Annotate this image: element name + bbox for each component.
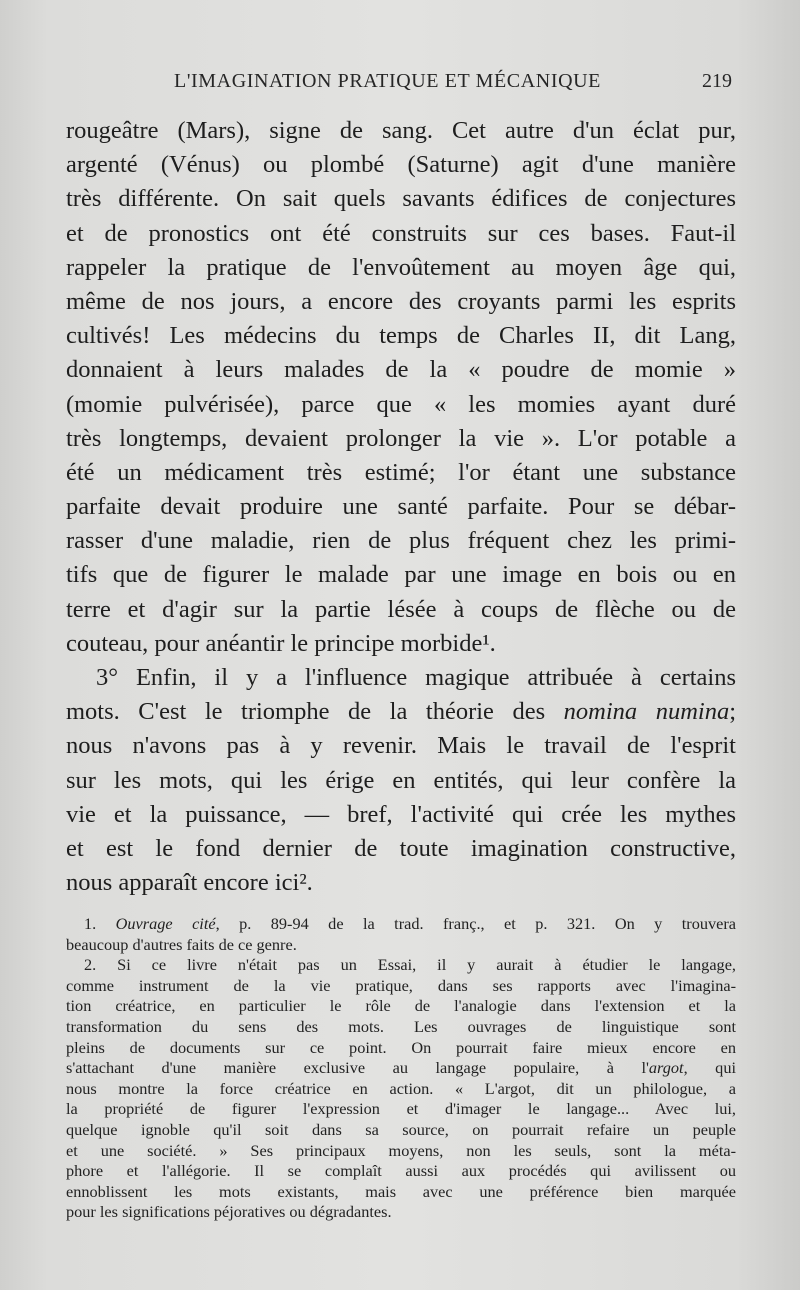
footnotes — [66, 914, 736, 1223]
body-line: (momie pulvérisée), parce que « les momies ayant duré — [66, 390, 736, 418]
footnote-line: beaucoup d'autres faits de ce genre. — [66, 934, 297, 954]
footnote-line: nous montre la force créatrice en action. « L'argot, dit un philologue, a — [66, 1078, 736, 1098]
body-line: rougeâtre (Mars), signe de sang. Cet autre d'un éclat pur, — [66, 117, 736, 144]
footnote-line: 1. Ouvrage cité, p. 89-94 de la trad. franç., et p. 321. On y trouvera — [84, 914, 736, 933]
footnote-line: pleins de documents sur ce point. On pourrait faire mieux encore en — [66, 1037, 736, 1057]
body-line: donnaient à leurs malades de la « poudre de momie » — [66, 356, 736, 384]
body-line: sur les mots, qui les érige en entités, qui leur confère la — [66, 766, 736, 794]
body-line: rappeler la pratique de l'envoûtement au moyen âge qui, — [66, 253, 736, 281]
footnote-line: tion créatrice, en particulier le rôle de l'analogie dans l'extension et la — [66, 996, 736, 1016]
footnote-line: comme instrument de la vie pratique, dans ses rapports avec l'imagina- — [66, 975, 736, 995]
running-head — [66, 70, 734, 100]
footnote-line: ennoblissent les mots existants, mais avec une préférence bien marquée — [66, 1181, 736, 1201]
body-line-with-italic: mots. C'est le triomphe de la théorie des nomina numina; — [66, 698, 736, 726]
body-line: très longtemps, devaient prolonger la vie ». L'or potable a — [66, 424, 736, 452]
footnote-line: quelque ignoble qu'il soit dans sa source, on pourrait refaire un peuple — [66, 1119, 736, 1139]
body-line: été un médicament très estimé; l'or étant une substance — [66, 458, 736, 486]
body-line: terre et d'agir sur la partie lésée à coups de flèche ou de — [66, 595, 736, 623]
body-line: nous apparaît encore ici². — [66, 869, 313, 897]
footnote-line: transformation du sens des mots. Les ouvrages de linguistique sont — [66, 1016, 736, 1036]
page-number: 219 — [702, 70, 732, 92]
body-line: 3° Enfin, il y a l'influence magique attribuée à certains — [96, 664, 736, 691]
body-line: couteau, pour anéantir le principe morbide¹. — [66, 629, 496, 657]
body-line: très différente. On sait quels savants édifices de conjectures — [66, 185, 736, 213]
body-line: parfaite devait produire une santé parfaite. Pour se débar- — [66, 493, 736, 521]
footnote-line: pour les significations péjoratives ou dégradantes. — [66, 1202, 392, 1222]
body-line: cultivés! Les médecins du temps de Charles II, dit Lang, — [66, 322, 736, 350]
body-line: et est le fond dernier de toute imagination constructive, — [66, 834, 736, 862]
italic-phrase: Ouvrage cité — [115, 914, 216, 933]
body-line: vie et la puissance, — bref, l'activité qui crée les mythes — [66, 800, 736, 828]
body-line: et de pronostics ont été construits sur ces bases. Faut-il — [66, 219, 736, 247]
footnote-line: phore et l'allégorie. Il se complaît aussi aux procédés qui avilissent ou — [66, 1161, 736, 1181]
footnote-line: la propriété de figurer l'expression et d'imager le langage... Avec lui, — [66, 1099, 736, 1119]
body-line: argenté (Vénus) ou plombé (Saturne) agit d'une manière — [66, 151, 736, 179]
footnote-line: 2. Si ce livre n'était pas un Essai, il y aurait à étudier le langage, — [84, 955, 736, 975]
body-text — [66, 114, 736, 900]
footnote-line: et une société. » Ses principaux moyens, non les seuls, sont la méta- — [66, 1140, 736, 1160]
body-line: nous n'avons pas à y revenir. Mais le travail de l'esprit — [66, 732, 736, 760]
running-title: L'IMAGINATION PRATIQUE ET MÉCANIQUE — [174, 70, 601, 92]
body-line: même de nos jours, a encore des croyants parmi les esprits — [66, 287, 736, 315]
body-line: rasser d'une maladie, rien de plus fréquent chez les primi- — [66, 527, 736, 555]
body-line: tifs que de figurer le malade par une image en bois ou en — [66, 561, 736, 589]
italic-phrase: nomina numina — [563, 698, 730, 726]
footnote-line: s'attachant d'une manière exclusive au langage populaire, à l'argot, qui — [66, 1058, 736, 1078]
italic-phrase: argot — [648, 1058, 684, 1078]
